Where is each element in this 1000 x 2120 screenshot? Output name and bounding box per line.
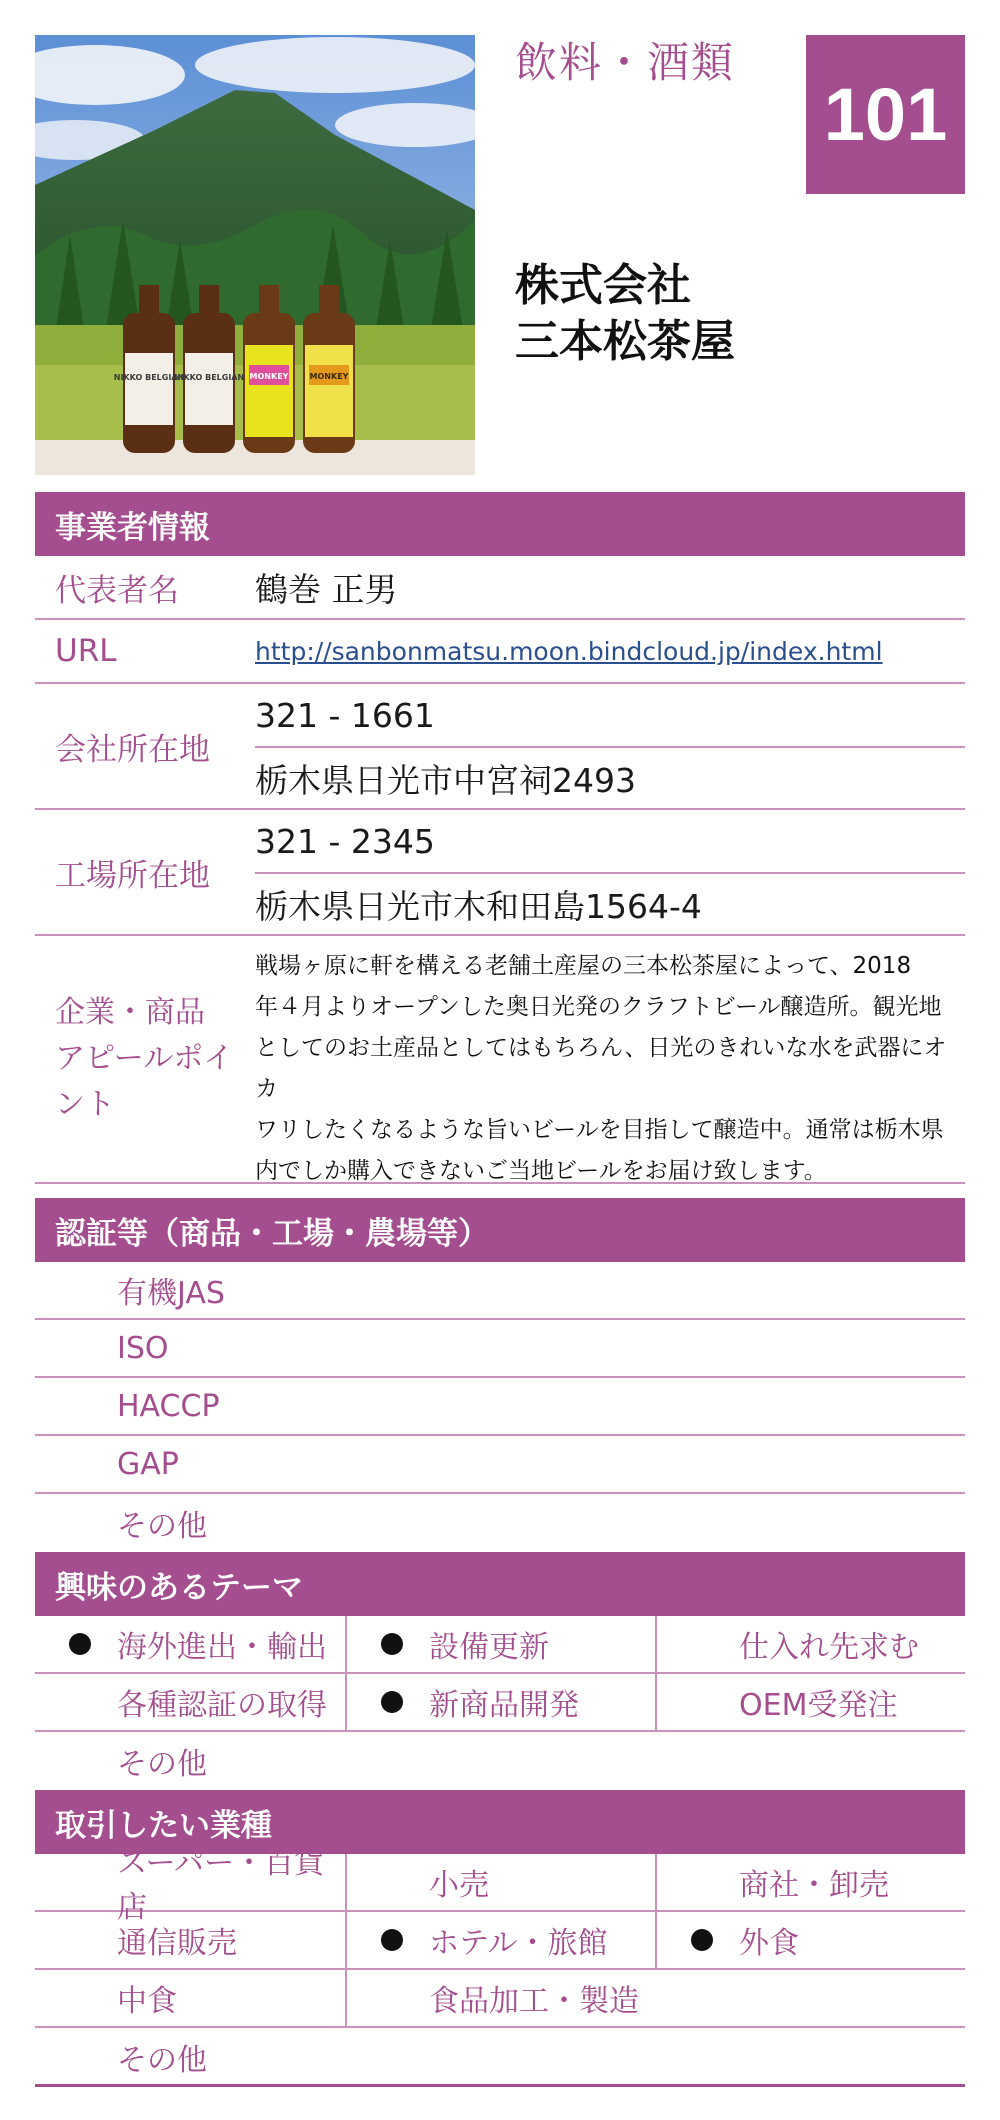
company-address: 栃木県日光市中宮祠2493 [255,746,965,808]
industry-label: 外食 [739,1926,799,1961]
list-item [35,2028,965,2086]
section-themes: 興味のあるテーマ [35,1552,965,1616]
certification-label: 有機JAS [117,1276,225,1311]
theme-label: OEM受発注 [739,1688,898,1723]
table-row [35,1846,965,1925]
section-industries: 取引したい業種 [35,1790,965,1854]
factory-address: 栃木県日光市木和田島1564-4 [255,872,965,934]
appeal-line: 内でしか購入できないご当地ビールをお届け致します。 [255,1158,827,1184]
industry-cell [345,1912,655,1968]
industries-grid [35,1846,965,2086]
section-business-info: 事業者情報 [35,492,965,556]
appeal-line: 年４月よりオープンした奥日光発のクラフトビール醸造所。観光地 [255,994,942,1020]
info-key: URL [55,633,117,669]
section-certification: 認証等（商品・工場・農場等） [35,1198,965,1262]
certification-label: GAP [117,1446,179,1482]
certification-label: その他 [117,1509,207,1544]
list-item [35,1732,965,1790]
appeal-label-line1: 企業・商品 [55,995,205,1030]
business-info-table [35,556,965,1184]
product-photo [35,35,475,475]
theme-other-label: その他 [117,1747,207,1782]
industry-label: 通信販売 [117,1926,237,1961]
industry-label: 食品加工・製造 [429,1984,639,2019]
industry-other-label: その他 [117,2043,207,2078]
industry-cell [345,1970,965,2026]
theme-label: 新商品開発 [429,1688,579,1723]
table-row [35,1674,965,1732]
industry-label: ホテル・旅館 [429,1926,608,1961]
info-row-representative [35,556,965,620]
theme-cell [345,1616,655,1672]
theme-cell [655,1616,965,1672]
appeal-text [255,936,965,1182]
industry-cell [655,1912,965,1968]
industry-label: スーパー・百貨店 [117,1846,324,1925]
info-key: 会社所在地 [55,731,210,768]
company-name-line1: 株式会社 [515,260,691,311]
industry-cell [35,1912,345,1968]
table-row [35,1970,965,2028]
checked-dot [381,1633,403,1655]
appeal-line: としてのお土産品としてはもちろん、日光のきれいな水を武器にオカ [255,1035,947,1102]
list-item [35,1436,965,1494]
website-link[interactable]: http://sanbonmatsu.moon.bindcloud.jp/index.html [255,636,883,666]
theme-cell [345,1674,655,1730]
industry-label: 中食 [117,1984,177,2019]
table-row [35,1912,965,1970]
checked-dot [69,1633,91,1655]
theme-label: 仕入れ先求む [739,1630,919,1665]
certification-label: ISO [117,1330,169,1366]
list-item [35,1494,965,1552]
industry-label: 商社・卸売 [739,1868,889,1903]
table-row [35,1616,965,1674]
bottle-label-3: MONKEY [249,372,289,381]
info-row-company-address [35,684,965,810]
info-row-url [35,620,965,684]
appeal-line: 戦場ヶ原に軒を構える老舗土産屋の三本松茶屋によって、2018 [255,953,912,979]
checked-dot [381,1691,403,1713]
theme-cell [35,1616,345,1672]
industry-label: 小売 [429,1868,489,1903]
industry-cell [35,1846,345,1925]
info-row-appeal [35,936,965,1184]
certification-label: HACCP [117,1388,220,1424]
list-item [35,1262,965,1320]
photo-illustration [35,35,475,475]
info-key: 工場所在地 [55,857,210,894]
theme-cell [35,1674,345,1730]
industry-cell [35,1970,345,2026]
certification-list [35,1262,965,1552]
checked-dot [381,1929,403,1951]
company-name [515,258,735,370]
theme-label: 各種認証の取得 [117,1688,327,1723]
list-item [35,1320,965,1378]
industry-cell [345,1854,655,1910]
bottle-label-4: MONKEY [309,372,349,381]
company-name-line2: 三本松茶屋 [515,316,735,367]
theme-cell [655,1674,965,1730]
theme-label: 設備更新 [429,1630,549,1665]
company-postal-code: 321 - 1661 [255,695,435,735]
category-title: 飲料・酒類 [515,38,736,87]
bottom-divider [35,2084,965,2087]
checked-dot [691,1929,713,1951]
themes-grid [35,1616,965,1790]
entry-number: 101 [806,35,965,194]
representative-value: 鶴巻 正男 [255,569,398,609]
industry-cell [655,1854,965,1910]
info-key: 代表者名 [55,572,179,609]
appeal-line: ワリしたくなるような旨いビールを目指して醸造中。通常は栃木県 [255,1117,944,1143]
info-key [35,936,255,1182]
theme-label: 海外進出・輸出 [117,1630,327,1665]
list-item [35,1378,965,1436]
bottle-label-2: NIKKO BELGIAN [173,373,245,382]
appeal-label-line2: アピールポイント [55,1041,234,1122]
bottle-label-1: NIKKO BELGIAN [113,373,185,382]
factory-postal-code: 321 - 2345 [255,821,435,861]
info-row-factory-address [35,810,965,936]
